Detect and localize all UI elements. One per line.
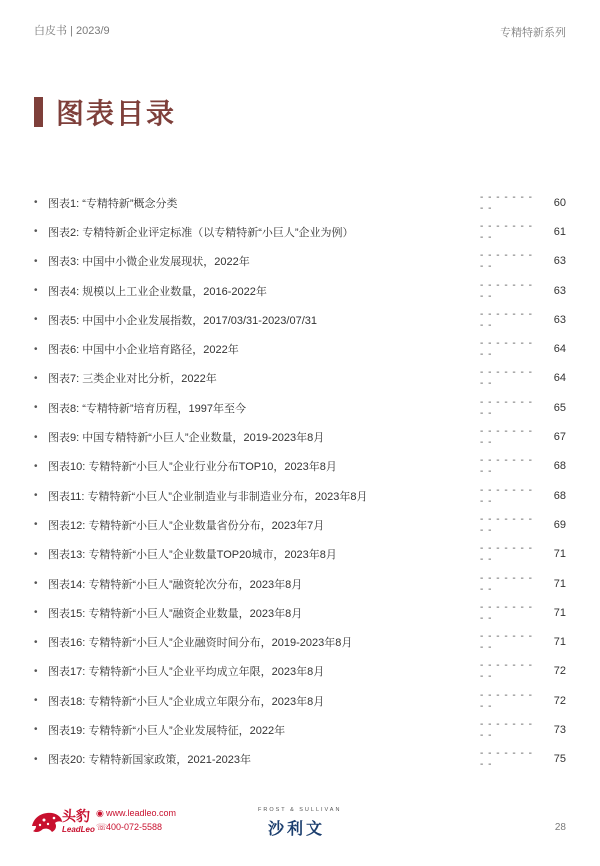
toc-leader-dashes: - - - - - - - - - bbox=[480, 367, 533, 390]
toc-entry-label: 图表2: 专精特新企业评定标准（以专精特新“小巨人”企业为例） bbox=[48, 226, 354, 239]
toc-leader-dashes: - - - - - - - - - bbox=[480, 455, 533, 478]
toc-leader-dashes: - - - - - - - - - bbox=[480, 718, 533, 741]
toc-entry-page: 65 bbox=[553, 401, 566, 414]
toc-entry[interactable] bbox=[34, 540, 566, 569]
toc-entry[interactable] bbox=[34, 715, 566, 744]
toc-leader-dashes: - - - - - - - - - bbox=[480, 513, 533, 536]
toc-entry[interactable] bbox=[34, 188, 566, 217]
bullet-icon: • bbox=[34, 255, 38, 267]
bullet-icon: • bbox=[34, 519, 38, 531]
toc-leader-dashes: - - - - - - - - - bbox=[480, 220, 533, 243]
bullet-icon: • bbox=[34, 695, 38, 707]
toc-entry[interactable] bbox=[34, 510, 566, 539]
toc-entry-label: 图表3: 中国中小微企业发展现状，2022年 bbox=[48, 256, 250, 269]
toc-entry-label: 图表12: 专精特新“小巨人”企业数量省份分布，2023年7月 bbox=[48, 519, 325, 532]
toc-entry-page: 68 bbox=[553, 489, 566, 502]
table-of-figures bbox=[34, 188, 566, 774]
toc-entry-label: 图表4: 规模以上工业企业数量，2016-2022年 bbox=[48, 285, 267, 298]
toc-entry-page: 63 bbox=[553, 313, 566, 326]
partner-english-name: FROST & SULLIVAN bbox=[258, 807, 342, 813]
bullet-icon: • bbox=[34, 724, 38, 736]
leopard-logo-icon bbox=[30, 808, 64, 836]
phone-number: 400-072-5588 bbox=[106, 822, 163, 832]
toc-entry-label: 图表5: 中国中小企业发展指数，2017/03/31-2023/07/31 bbox=[48, 314, 317, 327]
bullet-icon: • bbox=[34, 372, 38, 384]
bullet-icon: • bbox=[34, 636, 38, 648]
bullet-icon: • bbox=[34, 226, 38, 238]
toc-entry-page: 69 bbox=[553, 518, 566, 531]
header-series: 专精特新系列 bbox=[500, 27, 566, 39]
toc-entry[interactable] bbox=[34, 364, 566, 393]
toc-entry[interactable] bbox=[34, 247, 566, 276]
toc-leader-dashes: - - - - - - - - - bbox=[480, 308, 533, 331]
bullet-icon: • bbox=[34, 343, 38, 355]
toc-entry-page: 63 bbox=[553, 255, 566, 268]
bullet-icon: • bbox=[34, 607, 38, 619]
bullet-icon: • bbox=[34, 578, 38, 589]
toc-entry-label: 图表1: “专精特新”概念分类 bbox=[48, 197, 178, 210]
toc-entry[interactable] bbox=[34, 452, 566, 481]
bullet-icon: • bbox=[34, 431, 38, 443]
page-title: 图表目录 bbox=[56, 97, 177, 130]
toc-entry[interactable] bbox=[34, 422, 566, 451]
phone-icon: ☏ bbox=[96, 822, 108, 832]
toc-entry[interactable] bbox=[34, 598, 566, 627]
bullet-icon: • bbox=[34, 197, 38, 209]
toc-entry-page: 72 bbox=[553, 665, 566, 678]
toc-leader-dashes: - - - - - - - - - bbox=[480, 631, 533, 654]
toc-entry-page: 64 bbox=[553, 343, 566, 356]
toc-entry[interactable] bbox=[34, 657, 566, 686]
toc-entry-label: 图表10: 专精特新“小巨人”企业行业分布TOP10，2023年8月 bbox=[48, 461, 337, 474]
bullet-icon: • bbox=[34, 665, 38, 677]
bullet-icon: • bbox=[34, 490, 38, 502]
toc-leader-dashes: - - - - - - - - - bbox=[480, 543, 533, 566]
toc-leader-dashes: - - - - - - - - - bbox=[480, 484, 533, 507]
toc-entry[interactable] bbox=[34, 217, 566, 246]
toc-entry-label: 图表7: 三类企业对比分析，2022年 bbox=[48, 373, 217, 386]
toc-leader-dashes: - - - - - - - - - bbox=[480, 660, 533, 683]
toc-leader-dashes: - - - - - - - - - bbox=[480, 601, 533, 624]
toc-entry[interactable] bbox=[34, 393, 566, 422]
toc-leader-dashes: - - - - - - - - - bbox=[480, 191, 533, 214]
toc-entry-label: 图表6: 中国中小企业培育路径，2022年 bbox=[48, 344, 239, 357]
toc-entry-page: 68 bbox=[553, 460, 566, 473]
toc-entry-label: 图表17: 专精特新“小巨人”企业平均成立年限，2023年8月 bbox=[48, 666, 325, 679]
toc-entry[interactable] bbox=[34, 569, 566, 598]
bullet-icon: • bbox=[34, 285, 38, 297]
toc-entry-label: 图表19: 专精特新“小巨人”企业发展特征，2022年 bbox=[48, 724, 286, 737]
toc-entry[interactable] bbox=[34, 745, 566, 774]
web-icon: ◉ bbox=[96, 808, 104, 818]
toc-entry[interactable] bbox=[34, 627, 566, 656]
section-title bbox=[34, 96, 176, 128]
toc-entry-label: 图表18: 专精特新“小巨人”企业成立年限分布，2023年8月 bbox=[48, 695, 325, 708]
toc-entry-page: 71 bbox=[553, 606, 566, 619]
title-accent-bar bbox=[34, 97, 43, 127]
footer bbox=[0, 800, 600, 850]
toc-entry[interactable] bbox=[34, 305, 566, 334]
bullet-icon: • bbox=[34, 460, 38, 472]
toc-entry-page: 61 bbox=[553, 225, 566, 238]
toc-entry-page: 71 bbox=[553, 577, 566, 590]
toc-entry-page: 71 bbox=[553, 548, 566, 561]
toc-entry[interactable] bbox=[34, 481, 566, 510]
toc-leader-dashes: - - - - - - - - - bbox=[480, 748, 533, 771]
website-link[interactable]: www.leadleo.com bbox=[106, 808, 177, 818]
toc-entry-label: 图表14: 专精特新“小巨人”融资轮次分布，2023年8月 bbox=[48, 578, 303, 591]
bullet-icon: • bbox=[34, 402, 38, 414]
bullet-icon: • bbox=[34, 548, 38, 560]
toc-entry[interactable] bbox=[34, 686, 566, 715]
toc-entry[interactable] bbox=[34, 334, 566, 363]
toc-entry-page: 63 bbox=[553, 284, 566, 297]
toc-entry-label: 图表11: 专精特新“小巨人”企业制造业与非制造业分布，2023年8月 bbox=[48, 490, 368, 503]
toc-leader-dashes: - - - - - - - - - bbox=[480, 338, 533, 361]
logo-english-name: LeadLeo bbox=[62, 825, 95, 834]
toc-entry-page: 75 bbox=[553, 753, 566, 766]
toc-leader-dashes: - - - - - - - - - bbox=[480, 426, 533, 449]
toc-entry-page: 64 bbox=[553, 372, 566, 385]
partner-chinese-name: 沙利文 bbox=[268, 819, 326, 838]
contact-info bbox=[96, 806, 176, 834]
logo-chinese-name: 头豹 bbox=[62, 809, 90, 825]
toc-entry-label: 图表16: 专精特新“小巨人”企业融资时间分布，2019-2023年8月 bbox=[48, 637, 353, 650]
toc-leader-dashes: - - - - - - - - - bbox=[480, 689, 533, 712]
toc-entry-page: 71 bbox=[553, 636, 566, 649]
toc-leader-dashes: - - - - - - - - - bbox=[480, 279, 533, 302]
toc-leader-dashes: - - - - - - - - - bbox=[480, 396, 533, 419]
toc-entry[interactable] bbox=[34, 276, 566, 305]
toc-leader-dashes: - - - - - - - - - bbox=[480, 250, 533, 273]
bullet-icon: • bbox=[34, 753, 38, 765]
toc-entry-page: 73 bbox=[553, 723, 566, 736]
toc-entry-label: 图表20: 专精特新国家政策，2021-2023年 bbox=[48, 754, 251, 767]
toc-entry-page: 60 bbox=[553, 196, 566, 209]
toc-entry-label: 图表13: 专精特新“小巨人”企业数量TOP20城市，2023年8月 bbox=[48, 549, 337, 562]
toc-leader-dashes: - - - - - - - - - bbox=[480, 572, 533, 595]
toc-entry-page: 72 bbox=[553, 694, 566, 707]
toc-entry-label: 图表9: 中国专精特新“小巨人”企业数量，2019-2023年8月 bbox=[48, 432, 325, 445]
bullet-icon: • bbox=[34, 314, 38, 326]
toc-entry-label: 图表15: 专精特新“小巨人”融资企业数量，2023年8月 bbox=[48, 607, 303, 620]
toc-entry-label: 图表8: “专精特新”培育历程，1997年至今 bbox=[48, 402, 247, 415]
header-doc-info: 白皮书 | 2023/9 bbox=[34, 25, 110, 37]
page-number: 28 bbox=[554, 822, 566, 833]
toc-entry-page: 67 bbox=[553, 431, 566, 444]
